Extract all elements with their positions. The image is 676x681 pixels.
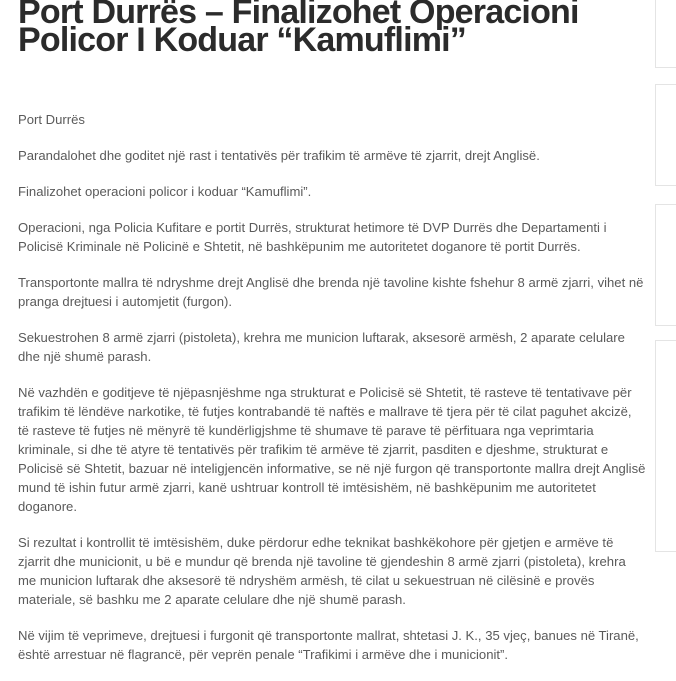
paragraph-result: Si rezultat i kontrollit të imtësishëm, duke përdorur edhe teknikat bashkëkohore për gjetjen e armëve të zjarrit dhe municionit, u bë e mundur që brenda një tavoline të gjendeshin 8 armë zjarri (pistoleta), krehra me municion luftarak dhe aksesorë të ndryshëm armësh, të cilat u sekuestruan në cilësinë e provës materiale, së bashku me 2 aparate celulare dhe një shumë parash. <box>18 535 626 607</box>
paragraph-conclusion: Në vijim të veprimeve, drejtuesi i furgonit që transportonte mallrat, shtetasi J. K., 35 vjeç, banues në Tiranë, është arrestuar në flagrancë, për veprën penale “Trafikimi i armëve dhe i municionit”. <box>18 628 639 662</box>
paragraph-operation: Finalizohet operacioni policor i koduar “Kamuflimi”. <box>18 184 312 199</box>
paragraph-arrest: Transportonte mallra të ndryshme drejt Anglisë dhe brenda një tavoline kishte fshehur 8 armë zjarri, vihet në pranga drejtuesi i automjetit (furgon). <box>18 275 644 309</box>
sidebar-widget <box>655 84 676 186</box>
article-title: Port Durrës – Finalizohet Operacioni Policor I Koduar “Kamuflimi” <box>18 0 579 59</box>
article-body <box>18 110 646 681</box>
sidebar-widget <box>655 0 676 68</box>
paragraph-context: Në vazhdën e goditjeve të njëpasnjëshme nga strukturat e Policisë së Shtetit, të rasteve të tentativave për trafikim të lëndëve narkotike, të futjes kontrabandë të naftës e mallrave të tjera për të cilat paguhet akcizë, të rasteve të futjes në mënyrë të kundërligjshme të shumave të parave të përfituara nga veprimtaria kriminale, si dhe të atyre të tentativës për trafikim të armëve të zjarrit, pasditen e djeshme, strukturat e Policisë së Shtetit, bazuar në inteligjencën informative, se në një furgon që transportonte mallra drejt Anglisë mund të ishin futur armë zjarri, kanë ushtruar kontroll të imtësishëm, në bashkëpunim me autoritetet doganore. <box>18 385 646 514</box>
paragraph-location: Port Durrës <box>18 112 85 127</box>
sidebar-widget <box>655 204 676 326</box>
paragraph-seizure: Sekuestrohen 8 armë zjarri (pistoleta), krehra me municion luftarak, aksesorë armësh, 2 aparate celulare dhe një shumë parash. <box>18 330 625 364</box>
paragraph-lead: Parandalohet dhe goditet një rast i tentativës për trafikim të armëve të zjarrit, drejt Anglisë. <box>18 148 540 163</box>
paragraph-structures: Operacioni, nga Policia Kufitare e portit Durrës, strukturat hetimore të DVP Durrës dhe Departamenti i Policisë Kriminale në Policinë e Shtetit, në bashkëpunim me autoritetet doganore të portit Durrës. <box>18 220 607 254</box>
sidebar-widget <box>655 340 676 552</box>
